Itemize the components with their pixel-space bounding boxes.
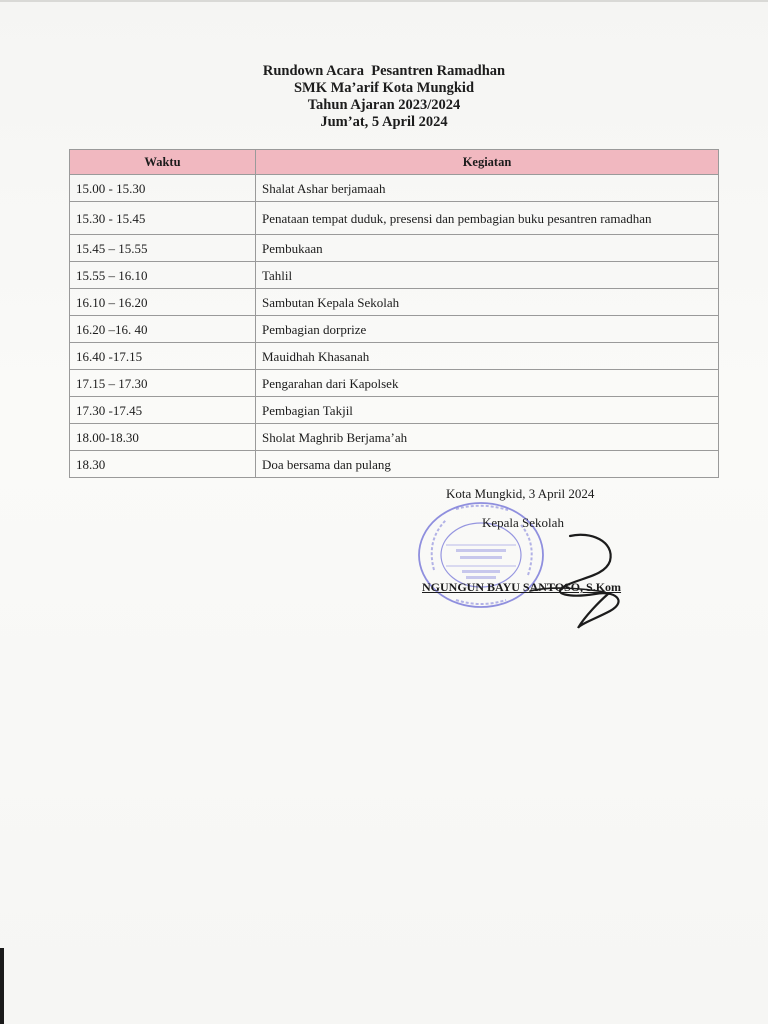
table-row [70,289,719,316]
row-activity: Pembagian Takjil [256,397,719,424]
row-time: 16.40 -17.15 [70,343,256,370]
row-activity: Mauidhah Khasanah [256,343,719,370]
scan-left-edge-mark [0,948,4,1024]
signature-place-date: Kota Mungkid, 3 April 2024 [446,486,595,501]
row-activity: Sambutan Kepala Sekolah [256,289,719,316]
row-time: 15.55 – 16.10 [70,262,256,289]
row-time: 15.45 – 15.55 [70,235,256,262]
table-row [70,451,719,478]
header-date: Jum’at, 5 April 2024 [320,114,448,130]
row-time: 15.00 - 15.30 [70,175,256,202]
row-activity: Tahlil [256,262,719,289]
header-title: Rundown Acara Pesantren Ramadhan [262,63,506,79]
handwritten-signature-icon [510,506,630,631]
table-row [70,424,719,451]
row-activity: Doa bersama dan pulang [256,451,719,478]
document-header [0,63,768,131]
table-row [70,175,719,202]
row-time: 17.30 -17.45 [70,397,256,424]
header-academic-year: Tahun Ajaran 2023/2024 [307,97,461,113]
header-school: SMK Ma’arif Kota Mungkid [293,80,475,96]
table-row [70,202,719,235]
signature-block [420,486,740,636]
table-header-row [70,150,719,175]
row-time: 15.30 - 15.45 [70,202,256,235]
table-row [70,397,719,424]
row-activity: Pembukaan [256,235,719,262]
signature-name: NGUNGUN BAYU SANTOSO, S.Kom [422,580,622,594]
schedule-table [69,149,719,478]
row-activity: Shalat Ashar berjamaah [256,175,719,202]
row-activity: Pengarahan dari Kapolsek [256,370,719,397]
column-header-activity: Kegiatan [256,150,719,175]
row-time: 18.30 [70,451,256,478]
table-row [70,370,719,397]
row-time: 17.15 – 17.30 [70,370,256,397]
row-activity: Penataan tempat duduk, presensi dan pembagian buku pesantren ramadhan [256,202,719,235]
row-activity: Pembagian dorprize [256,316,719,343]
row-time: 16.20 –16. 40 [70,316,256,343]
table-row [70,235,719,262]
row-activity: Sholat Maghrib Berjama’ah [256,424,719,451]
row-time: 16.10 – 16.20 [70,289,256,316]
row-time: 18.00-18.30 [70,424,256,451]
table-row [70,316,719,343]
table-row [70,262,719,289]
scan-top-edge [0,0,768,2]
column-header-time: Waktu [70,150,256,175]
signature-title: Kepala Sekolah [482,515,564,530]
table-row [70,343,719,370]
